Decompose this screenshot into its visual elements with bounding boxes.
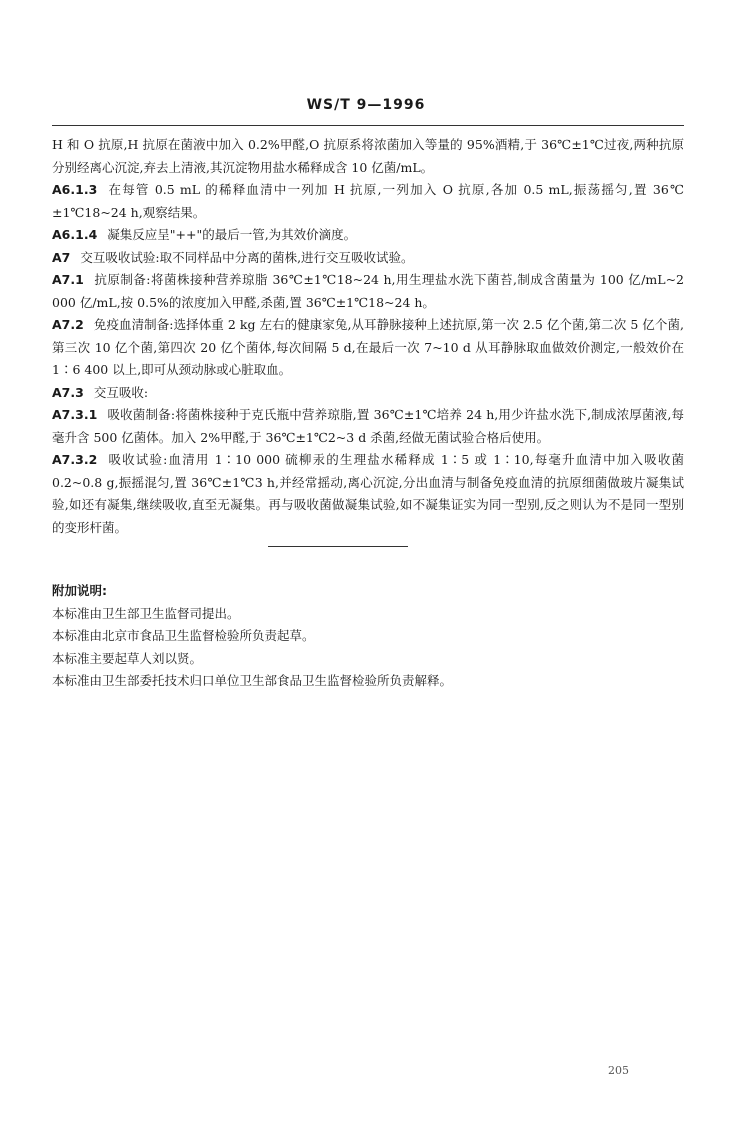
clause-number: A7.3.1 [52,407,98,422]
clause-number: A7.3.2 [52,452,98,467]
header-rule [52,125,684,126]
paragraph-text: 凝集反应呈"++"的最后一管,为其效价滴度。 [107,227,357,242]
note-line: 本标准由卫生部委托技术归口单位卫生部食品卫生监督检验所负责解释。 [52,673,453,688]
clause-number: A6.1.3 [52,182,98,197]
clause-number: A7.1 [52,272,84,287]
clause-number: A7.3 [52,384,84,400]
page-number: 205 [608,1064,629,1077]
clause-number: A7 [52,249,71,265]
notes-title: 附加说明: [52,583,107,598]
paragraph-a6-1-3 [52,179,684,224]
paragraph-a6-1-4 [52,224,684,247]
paragraph-text: 免疫血清制备:选择体重 2 kg 左右的健康家兔,从耳静脉接种上述抗原,第一次 2.5 亿个菌,第二次 5 亿个菌,第三次 10 亿个菌,第四次 20 亿个菌体,每次间隔 5 d,在最后一次 7~10 d 从耳静脉取血做效价测定,一般效价在 1∶6 400 以上,即可从颈动脉或心脏取血。 [52,317,684,377]
paragraph-a7-3-2 [52,449,684,539]
paragraph-a7-3 [52,382,684,405]
paragraph-text: 吸收菌制备:将菌株接种于克氏瓶中营养琼脂,置 36℃±1℃培养 24 h,用少许盐水洗下,制成浓厚菌液,每毫升含 500 亿菌体。加入 2%甲醛,于 36℃±1℃2~3 d 杀菌,经做无菌试验合格后使用。 [52,407,684,445]
note-line: 本标准主要起草人刘以贤。 [52,650,203,666]
paragraph-a7-3-1 [52,404,684,449]
paragraph-text: 抗原制备:将菌株接种营养琼脂 36℃±1℃18~24 h,用生理盐水洗下菌苔,制成含菌量为 100 亿/mL~2 000 亿/mL,按 0.5%的浓度加入甲醛,杀菌,置 36℃±1℃18~24 h。 [52,272,684,310]
standard-code-header: WS/T 9—1996 [306,97,426,113]
paragraph-text: H 和 O 抗原,H 抗原在菌液中加入 0.2%甲醛,O 抗原系将浓菌加入等量的 95%酒精,于 36℃±1℃过夜,两种抗原分别经离心沉淀,弃去上清液,其沉淀物用盐水稀释成含 10 亿菌/mL。 [52,137,684,175]
paragraph-a7 [52,247,684,270]
paragraph-text: 在每管 0.5 mL 的稀释血清中一列加 H 抗原,一列加入 O 抗原,各加 0.5 mL,振荡摇匀,置 36℃±1℃18~24 h,观察结果。 [52,182,684,220]
section-divider [268,546,408,547]
paragraph-antigen-preparation [52,134,684,179]
paragraph-a7-2 [52,314,684,382]
clause-number: A7.2 [52,317,84,332]
paragraph-text: 吸收试验:血清用 1∶10 000 硫柳汞的生理盐水稀释成 1∶5 或 1∶10,每毫升血清中加入吸收菌 0.2~0.8 g,振摇混匀,置 36℃±1℃3 h,并经常摇动,离心沉淀,分出血清与制备免疫血清的抗原细菌做玻片凝集试验,如还有凝集,继续吸收,直至无凝集。再与吸收菌做凝集试验,如不凝集证实为同一型别,反之则认为不是同一型别的变形杆菌。 [52,452,684,535]
document-body [52,134,684,539]
paragraph-a7-1 [52,269,684,314]
note-line: 本标准由北京市食品卫生监督检验所负责起草。 [52,628,315,643]
clause-number: A6.1.4 [52,227,98,242]
paragraph-text: 交互吸收试验:取不同样品中分离的菌株,进行交互吸收试验。 [80,249,414,265]
paragraph-text: 交互吸收: [93,384,149,400]
additional-notes [52,580,684,693]
note-line: 本标准由卫生部卫生监督司提出。 [52,605,240,621]
